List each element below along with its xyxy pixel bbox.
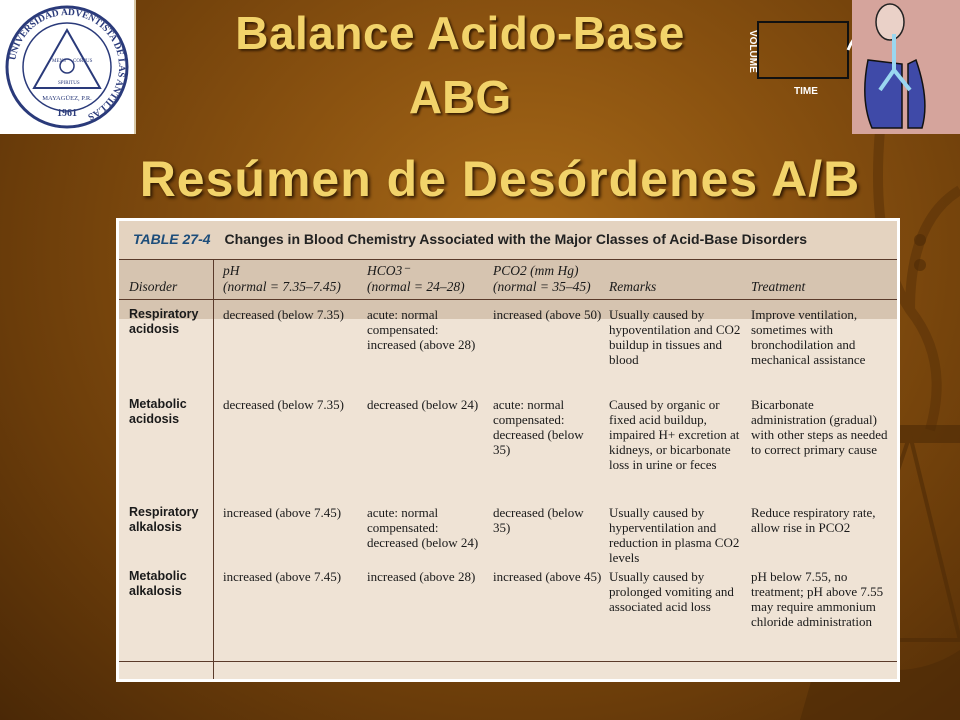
acid-base-table [116, 218, 900, 682]
table-title: Changes in Blood Chemistry Associated with the Major Classes of Acid-Base Disorders [224, 231, 807, 247]
col-remarks: Remarks [609, 279, 657, 294]
table-number: TABLE 27-4 [133, 231, 211, 247]
university-seal-icon [0, 0, 134, 134]
row-remarks: Usually caused by prolonged vomiting and associated acid loss [609, 569, 734, 614]
row-hco3: decreased (below 24) [367, 397, 479, 412]
row-remarks: Caused by organic or fixed acid buildup, impaired H+ excretion at kidneys, or bicarbonate loss in urine or feces [609, 397, 740, 472]
row-treatment: pH below 7.55, no treatment; pH above 7.55 may require ammonium chloride administration [751, 569, 884, 629]
logo-year: 1961 [57, 108, 77, 119]
row-remarks: Usually caused by hyperventilation and reduction in plasma CO2 levels [609, 505, 740, 565]
col-pco2-normal: (normal = 35–45) [493, 279, 591, 294]
col-treatment: Treatment [751, 279, 806, 294]
university-logo [0, 0, 136, 134]
logo-city: MAYAGÜEZ, P.R. [42, 95, 92, 102]
slide-title-line2: ABG [408, 71, 512, 123]
slide-subtitle: Resúmen de Desórdenes A/B [139, 151, 861, 207]
row-ph: decreased (below 7.35) [223, 307, 344, 322]
row-ph: decreased (below 7.35) [223, 397, 344, 412]
rule-header-bottom [119, 299, 897, 300]
logo-motto-right: CORPUS [73, 59, 93, 64]
header [0, 0, 960, 135]
row-hco3: acute: normal compensated: decreased (below 24) [367, 505, 479, 550]
row-ph: increased (above 7.45) [223, 569, 342, 584]
logo-motto-left: MENS [52, 59, 66, 64]
row-disorder: Metabolic acidosis [129, 397, 187, 426]
row-remarks: Usually caused by hypoventilation and CO2 buildup in tissues and blood [609, 307, 741, 367]
row-pco2: acute: normal compensated: decreased (below 35) [493, 397, 584, 457]
logo-ring-text: UNIVERSIDAD ADVENTISTA DE LAS ANTILLAS [8, 7, 127, 122]
col-ph: pH [223, 263, 240, 278]
logo-motto-bottom: SPIRITUS [58, 81, 80, 86]
row-treatment: Improve ventilation, sometimes with bronchodilation and mechanical assistance [751, 307, 866, 367]
col-hco3: HCO3⁻ [367, 263, 410, 278]
row-treatment: Reduce respiratory rate, allow rise in PCO2 [751, 505, 876, 535]
spirometer-lungs-illustration [740, 0, 960, 134]
col-ph-normal: (normal = 7.35–7.45) [223, 279, 341, 294]
col-hco3-normal: (normal = 24–28) [367, 279, 465, 294]
col-pco2: PCO2 (mm Hg) [493, 263, 579, 278]
graph-x-label: TIME [794, 86, 818, 97]
row-ph: increased (above 7.45) [223, 505, 342, 520]
table-header-bar [119, 221, 897, 259]
row-hco3: acute: normal compensated: increased (above 28) [367, 307, 476, 352]
row-disorder: Respiratory alkalosis [129, 505, 199, 534]
graph-y-label: VOLUME [747, 30, 758, 73]
row-disorder: Respiratory acidosis [129, 307, 199, 336]
table-caption [133, 231, 807, 247]
column-divider [213, 259, 214, 679]
col-disorder: Disorder [129, 279, 178, 294]
row-disorder: Metabolic alkalosis [129, 569, 187, 598]
row-pco2: increased (above 50) [493, 307, 602, 322]
slide-title: Balance Acido-Base [235, 7, 685, 59]
rule-bottom [119, 661, 897, 662]
row-hco3: increased (above 28) [367, 569, 476, 584]
row-pco2: decreased (below 35) [493, 505, 584, 535]
row-pco2: increased (above 45) [493, 569, 602, 584]
row-treatment: Bicarbonate administration (gradual) with other steps as needed to correct primary cause [751, 397, 888, 457]
rule-top [119, 259, 897, 260]
